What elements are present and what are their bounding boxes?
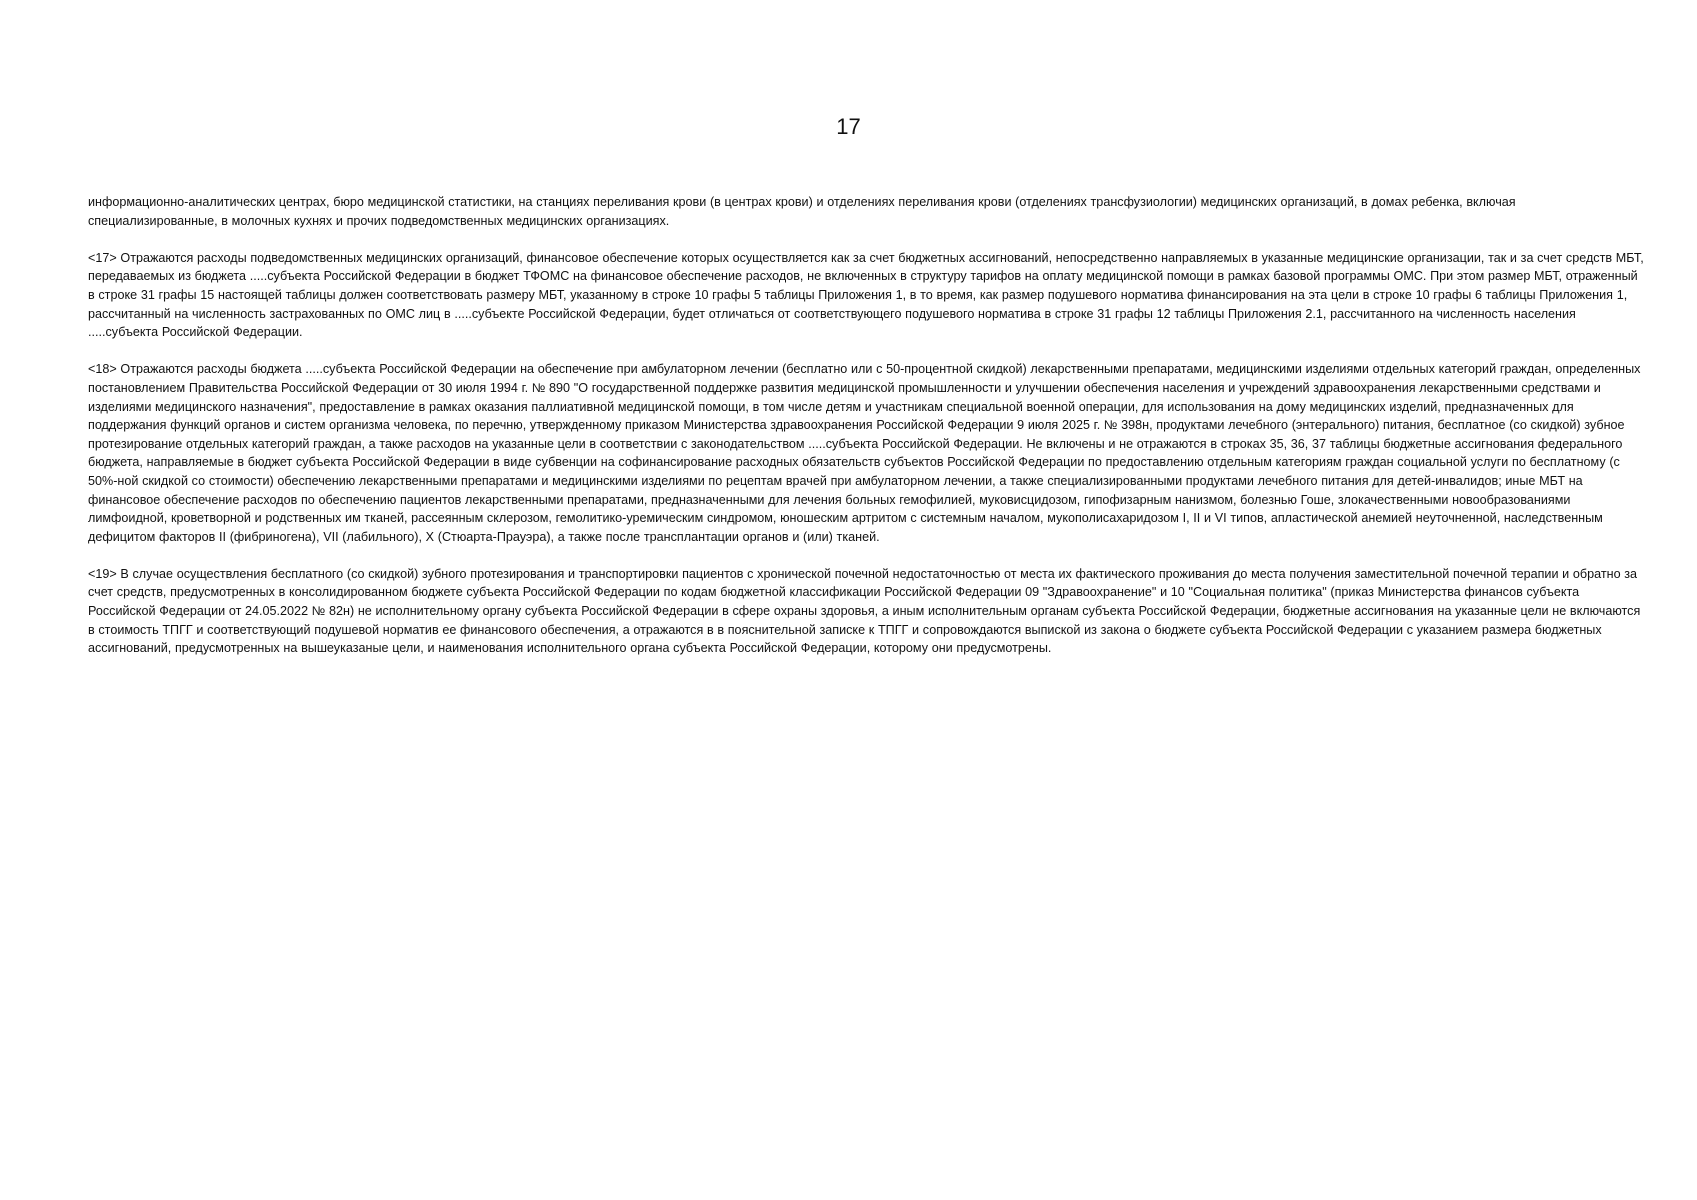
footnote-19: <19> В случае осуществления бесплатного (со скидкой) зубного протезирования и транспортировки пациентов с хронической почечной недостаточностью от места их фактического проживания до места получения заместительной почечной терапии и обратно за счет средств, предусмотренных в консолидированном бюджете субъекта Российской Федерации по кодам бюджетной классификации Российской Федерации 09 "Здравоохранение" и 10 "Социальная политика" (приказ Министерства финансов субъекта Российской Федерации от 24.05.2022 № 82н) не исполнительному органу субъекта Российской Федерации в сфере охраны здоровья, а иным исполнительным органам субъекта Российской Федерации, бюджетные ассигнования на указанные цели не включаются в стоимость ТПГГ и соответствующий подушевой норматив ее финансового обеспечения, а отражаются в в пояснительной записке к ТПГГ и сопровождаются выпиской из закона о бюджете субъекта Российской Федерации с указанием размера бюджетных ассигнований, предусмотренных на вышеуказаные цели, и наименования исполнительного органа субъекта Российской Федерации, которому они предусмотрены.: [88, 566, 1641, 656]
page-number: 17: [836, 114, 861, 139]
footnote-17: <17> Отражаются расходы подведомственных медицинских организаций, финансовое обеспечение которых осуществляется как за счет бюджетных ассигнований, непосредственно направляемых в указанные медицинские организации, так и за счет средств МБТ, передаваемых из бюджета .....субъекта Российской Федерации в бюджет ТФОМС на финансовое обеспечение расходов, не включенных в структуру тарифов на оплату медицинской помощи в рамках базовой программы ОМС. При этом размер МБТ, отраженный в строке 31 графы 15 настоящей таблицы должен соответствовать размеру МБТ, указанному в строке 10 графы 5 таблицы Приложения 1, в то время, как размер подушевого норматива финансирования на эта цели в строке 10 графы 6 таблицы Приложения 1, рассчитанный на численность застрахованных по ОМС лиц в .....субъекте Российской Федерации, будет отличаться от соответствующего подушевого норматива в строке 31 графы 12 таблицы Приложения 2.1, рассчитанного на численность населения .....субъекта Российской Федерации.: [88, 250, 1644, 340]
document-body: [88, 193, 1646, 676]
footnote-18: <18> Отражаются расходы бюджета .....субъекта Российской Федерации на обеспечение при амбулаторном лечении (бесплатно или с 50-процентной скидкой) лекарственными препаратами, медицинскими изделиями отдельных категорий граждан, определенных постановлением Правительства Российской Федерации от 30 июля 1994 г. № 890 "О государственной поддержке развития медицинской промышленности и улучшении обеспечения населения и учреждений здравоохранения лекарственными средствами и изделиями медицинского назначения", предоставление в рамках оказания паллиативной медицинской помощи, в том числе детям и участникам специальной военной операции, для использования на дому медицинских изделий, предназначенных для поддержания функций органов и систем организма человека, по перечню, утвержденному приказом Министерства здравоохранения Российской Федерации 9 июля 2025 г. № 398н, продуктами лечебного (энтерального) питания, бесплатное (со скидкой) зубное протезирование отдельных категорий граждан, а также расходов на указанные цели в соответствии с законодательством .....субъекта Российской Федерации. Не включены и не отражаются в строках 35, 36, 37 таблицы бюджетные ассигнования федерального бюджета, направляемые в бюджет субъекта Российской Федерации в виде субвенции на софинансирование расходных обязательств субъектов Российской Федерации по предоставлению отдельным категориям граждан социальной услуги по бесплатному (с 50%-ной скидкой со стоимости) обеспечению лекарственными препаратами и медицинскими изделиями по рецептам врачей при амбулаторном лечении, а также специализированными продуктами лечебного питания для детей-инвалидов; иные МБТ на финансовое обеспечение расходов по обеспечению пациентов лекарственными препаратами, предназначенными для лечения больных гемофилией, муковисцидозом, гипофизарным нанизмом, болезнью Гоше, злокачественными новообразованиями лимфоидной, кроветворной и родственных им тканей, рассеянным склерозом, гемолитико-уремическим синдромом, юношеским артритом с системным началом, мукополисахаридозом I, II и VI типов, апластической анемией неуточненной, наследственным дефицитом факторов II (фибриногена), VII (лабильного), X (Стюарта-Прауэра), а также после трансплантации органов и (или) тканей.: [88, 362, 1641, 544]
paragraph-continuation: информационно-аналитических центрах, бюро медицинской статистики, на станциях переливания крови (в центрах крови) и отделениях переливания крови (отделениях трансфузиологии) медицинских организаций, в домах ребенка, включая специализированные, в молочных кухнях и прочих подведомственных медицинских организациях.: [88, 195, 1516, 228]
